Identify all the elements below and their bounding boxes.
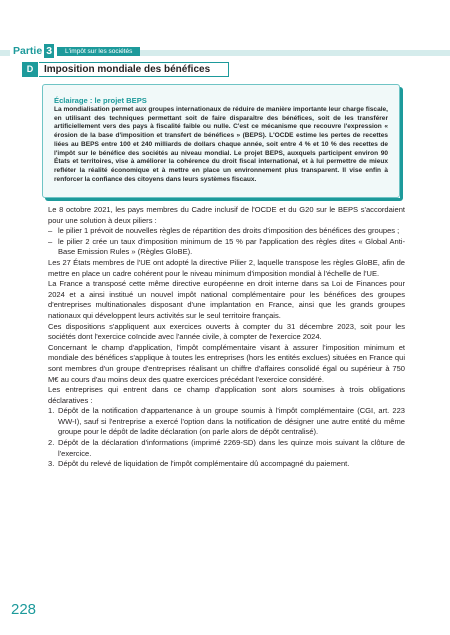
part-word: Partie xyxy=(13,45,43,57)
paragraph: La France a transposé cette même directive européenne en droit interne dans sa Loi de Finances pour 2024 et a ainsi institué un nouvel impôt national complémentaire pour les bénéfices des groupes d'entreprises multinationales disposant d'une implantation en France, ainsi que les grands groupes nationaux qui développent leurs activités sur le seul territoire français. xyxy=(48,279,405,320)
list-marker: 3. xyxy=(48,459,55,469)
list-marker: – xyxy=(48,236,53,246)
list-item xyxy=(48,237,405,258)
part-label xyxy=(10,44,58,58)
list-item xyxy=(48,226,405,237)
list-marker: – xyxy=(48,226,53,236)
list-item-text: le pilier 2 crée un taux d'imposition minimum de 15 % par l'application des règles dites « Global Anti-Base Emission Rules » (Règles GloBE). xyxy=(58,236,405,257)
info-box xyxy=(42,84,400,198)
numbered-item xyxy=(48,406,405,438)
part-number: 3 xyxy=(46,45,53,57)
paragraph: Ces dispositions s'appliquent aux exercices ouverts à compter du 31 décembre 2023, soit pour les sociétés dont l'exercice coïncide avec l'année civile, à compter de l'exercice 2024. xyxy=(48,321,405,342)
section-title: Imposition mondiale des bénéfices xyxy=(39,62,229,77)
paragraph: Concernant le champ d'application, l'impôt complémentaire visant à assurer l'imposition minimum et mondiale des bénéfices s'applique à toutes les entreprises (hors les entités exclues) situées en France qui sont membres d'un groupe d'entreprises réalisant un chiffre d'affaires consolidé égal ou supérieur à 750 M€ au cours d'au moins deux des quatre exercices précédant l'exercice considéré. xyxy=(48,342,405,384)
list-item-text: Dépôt de la notification d'appartenance à un groupe soumis à l'impôt complémentaire (CGI, art. 223 WW-I), sauf si l'entreprise a exercé l'option dans la notification de désigner une autre entité du même groupe pour le dépôt de ladite déclaration (on parle alors de dépôt centralisé). xyxy=(58,406,405,437)
numbered-item xyxy=(48,459,405,470)
paragraph: Les 27 États membres de l'UE ont adopté la directive Pilier 2, laquelle transpose les règles GloBE, afin de mettre en place un cadre cohérent pour le niveau minimum d'imposition mondial à l'échelle de l'UE. xyxy=(48,257,405,278)
list-item-text: Dépôt du relevé de liquidation de l'impôt complémentaire dû accompagné du paiement. xyxy=(58,459,350,469)
chapter-title: L'impôt sur les sociétés xyxy=(57,47,140,56)
body-text xyxy=(48,205,405,470)
list-item-text: le pilier 1 prévoit de nouvelles règles de répartition des droits d'imposition des bénéfices des groupes ; xyxy=(58,226,400,236)
page-number: 228 xyxy=(11,601,37,618)
list-item-text: Dépôt de la déclaration d'informations (imprimé 2269-SD) dans les quinze mois suivant la clôture de l'exercice. xyxy=(58,438,405,458)
list-marker: 1. xyxy=(48,406,55,416)
info-box-title: Éclairage : le projet BEPS xyxy=(54,96,147,105)
paragraph: Le 8 octobre 2021, les pays membres du Cadre inclusif de l'OCDE et du G20 sur le BEPS s'accordaient pour une solution à deux piliers : xyxy=(48,205,405,225)
section-letter-badge: D xyxy=(22,62,38,77)
list-marker: 2. xyxy=(48,438,55,448)
paragraph: Les entreprises qui entrent dans ce champ d'application sont alors soumises à trois obligations déclaratives : xyxy=(48,385,405,405)
info-box-text: La mondialisation permet aux groupes internationaux de réduire de manière importante leur charge fiscale, en utilisant des techniques permettant soit de faire disparaître des bénéfices, soit de les transférer artificiellement vers des pays à fiscalité faible ou nulle. C'est ce mécanisme que recouvre l'expression « érosion de la base d'imposition et transfert de bénéfices » (BEPS). L'OCDE estime les pertes de recettes liées au BEPS entre 100 et 240 milliards de dollars chaque année, soit entre 4 % et 10 % des recettes de l'impôt sur le bénéfice des sociétés au niveau mondial. Le projet BEPS, auxquels participent environ 90 États et territoires, vise à améliorer la cohérence du droit fiscal international, et à lui permettre de mieux refléter la réalité économique et à mettre en place un environnement plus transparent. Il vise enfin à renforcer la confiance des citoyens dans leurs systèmes fiscaux. xyxy=(54,106,388,183)
numbered-item xyxy=(48,438,405,459)
running-header xyxy=(0,22,450,57)
